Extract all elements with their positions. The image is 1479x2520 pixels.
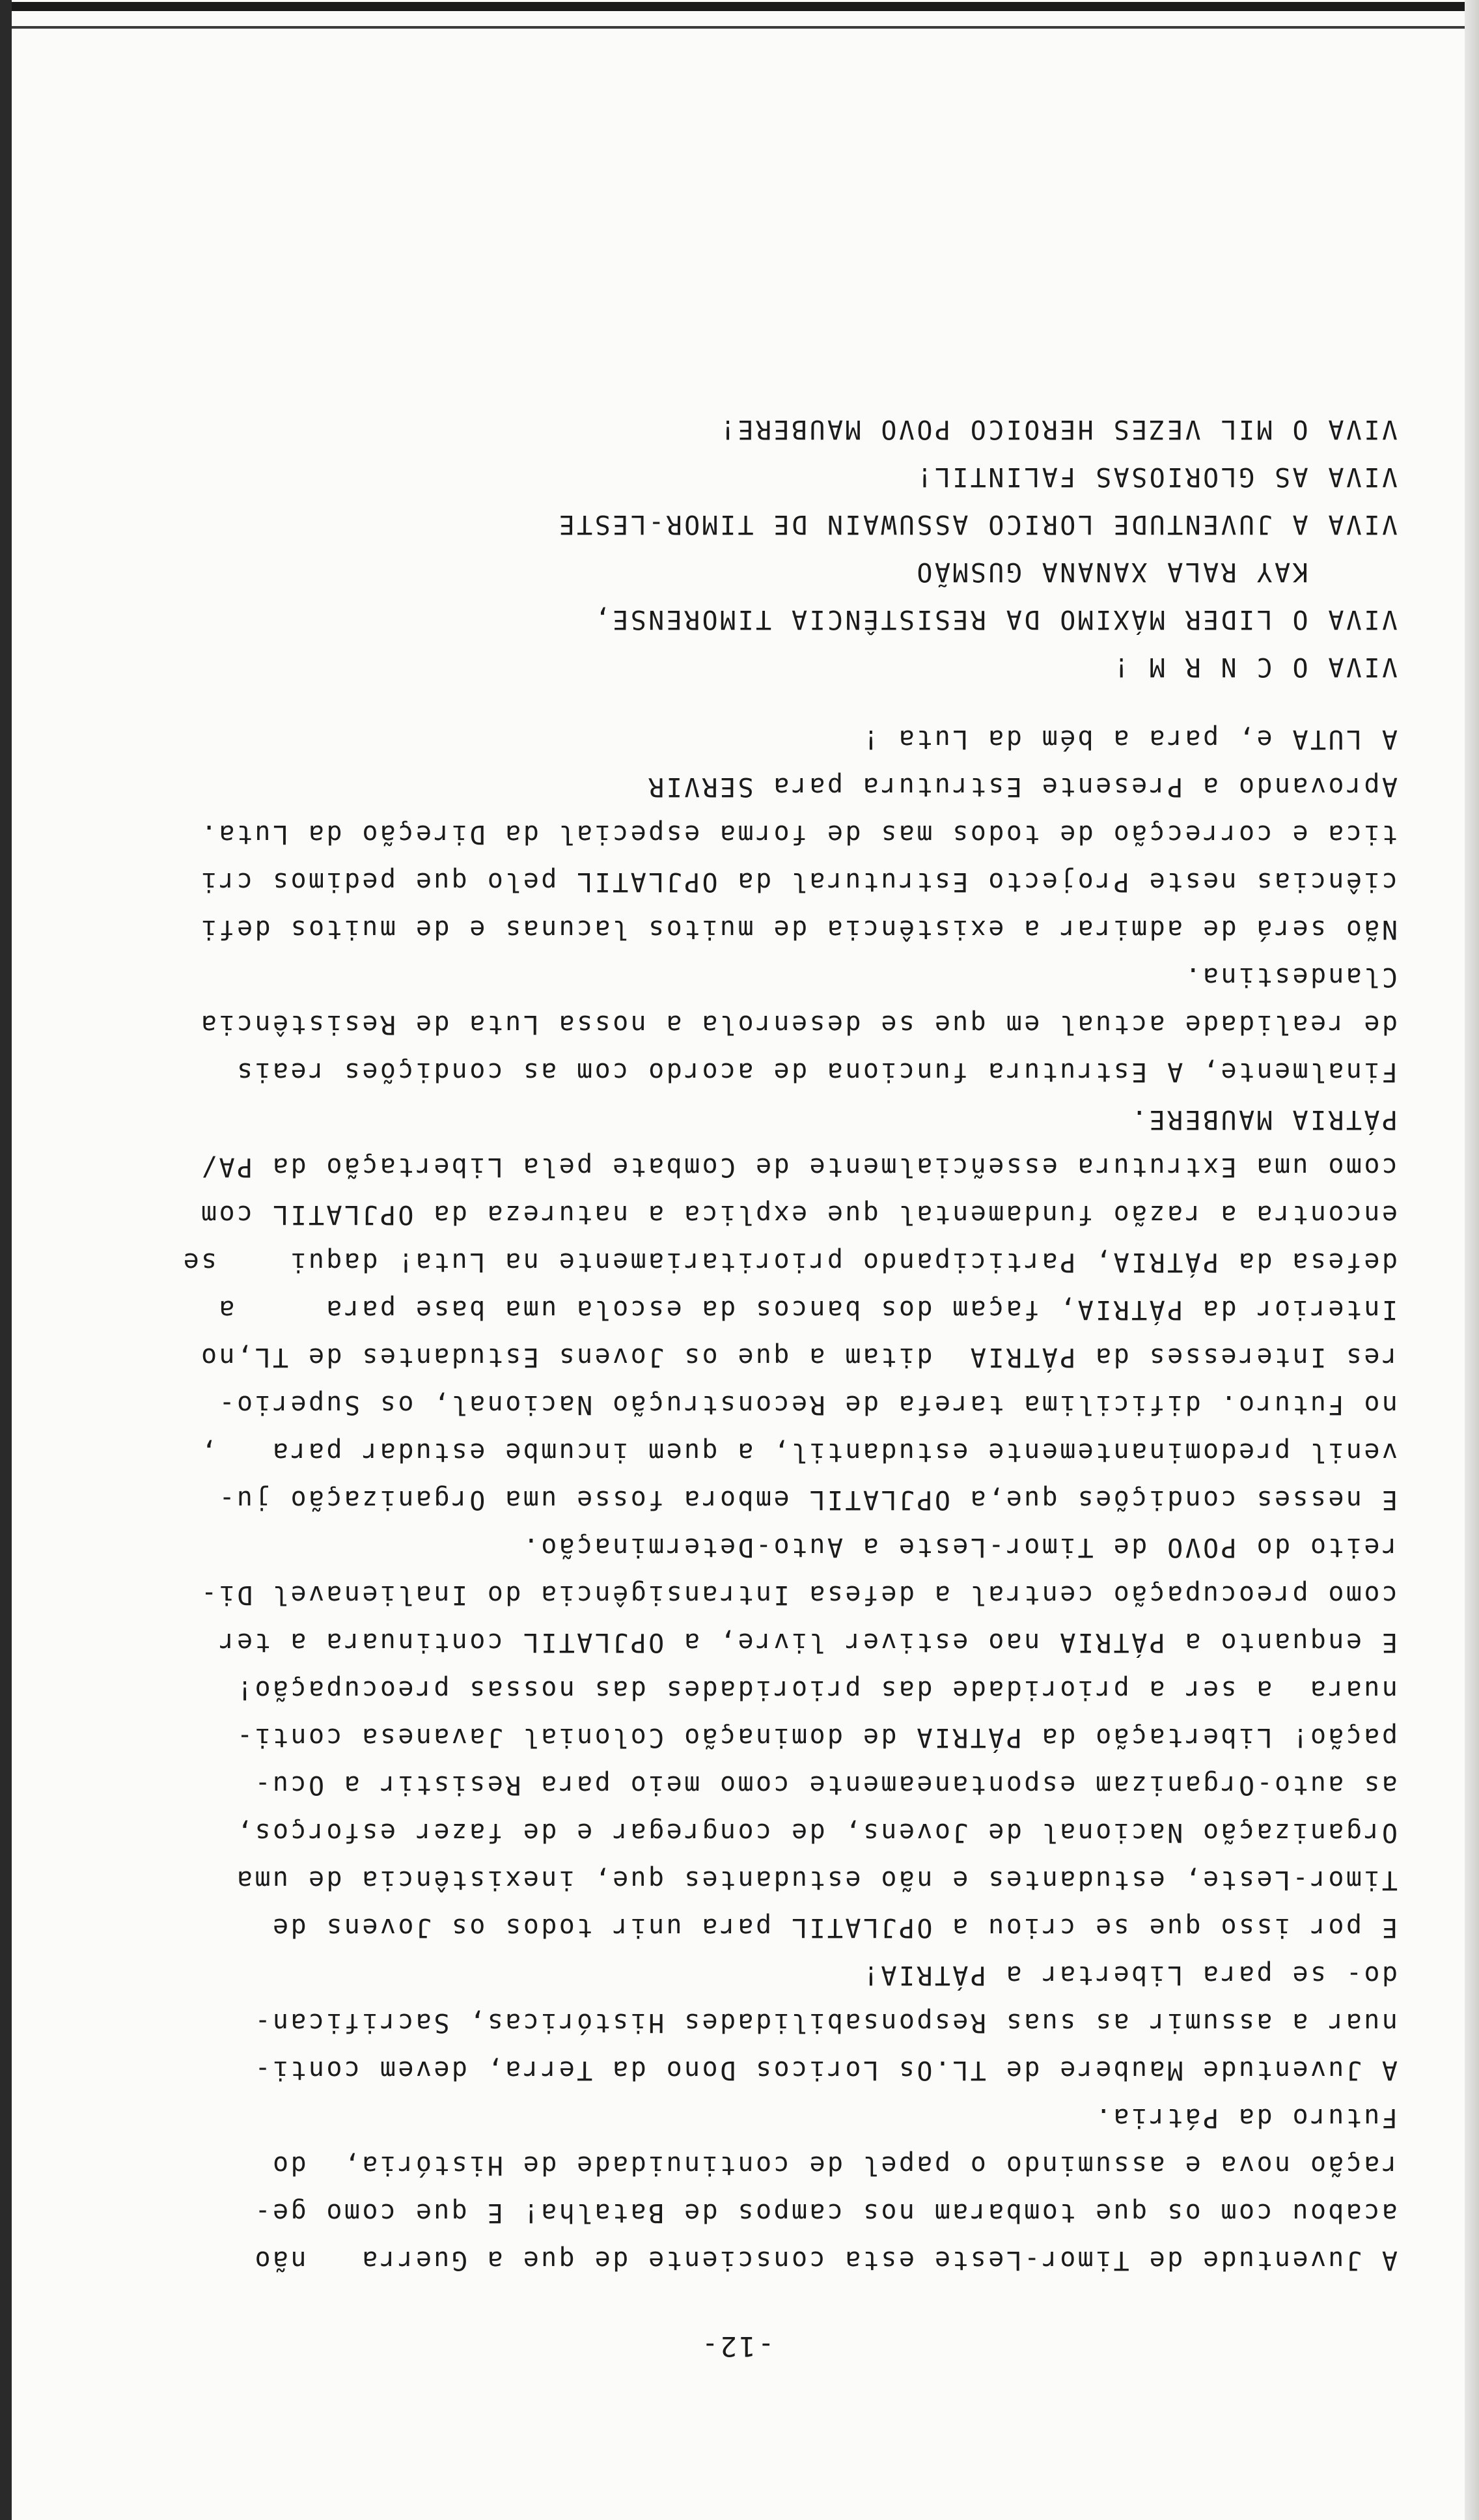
text-line: encontra a razão fundamental que explica a natureza da OPJLATIL com [199,1199,1398,1229]
scan-border-line [0,26,1479,29]
text-line: nuara a ser a prioridade das prioridades das nossas preocupação! [234,1675,1398,1705]
text-line: Timor-Leste, estudantes e não estudantes que, inexistência de uma [234,1865,1398,1895]
text-line: A Juventude Maubere de TL.Os Loricos Dono da Terra, devem conti- [253,2055,1398,2085]
text-line: ciências neste Projecto Estrutural da OPJLATIL pelo que pedimos cri [199,867,1398,897]
text-line: E nesses condições que,a OPJLATIL embora fosse uma Organização ju- [217,1485,1398,1515]
text-line: res Interesses da PÁTRIA ditam a que os Jovens Estudantes de TL,no [199,1342,1398,1372]
text-line: Aprovando a Presente Estrutura para SERVIR [646,772,1398,802]
text-line: ração nova e assumindo o papel de continuidade de História, do [270,2150,1398,2180]
scan-border-top [0,2,1479,11]
text-line: Organização Nacional de Jovens, de congregar e de fazer esforços, [234,1817,1398,1847]
text-line: A LUTA e, para a bém da Luta ! [861,724,1398,754]
text-line: Finalmente, A Estrutura funciona de acordo com as condições reais [234,1057,1398,1087]
closing-slogans [76,405,1398,690]
text-line: as auto-Organizam espontaneamente como meio para Resistir a Ocu- [253,1770,1398,1800]
text-line: PÁTRIA MAUBERE. [1129,1104,1398,1134]
text-line: de realidade actual em que se desenrola a nossa Luta de Resistência [199,1009,1398,1039]
page-number: -12- [699,2331,775,2362]
text-line: venil predominantemente estudantil, a quem incumbe estudar para , [199,1437,1398,1467]
text-line: E por isso que se criou a OPJLATIL para unir todos os Jovens de [270,1912,1398,1942]
scan-edge-left [0,0,12,2520]
text-line: E enquanto a PÁTRIA nao estiver livre, a OPJLATIL continuara a ter [217,1627,1398,1657]
text-line: Interior da PÁTRIA, façam dos bancos da escola uma base para a [217,1295,1398,1324]
text-line: Futuro da Pátria. [1093,2103,1398,2133]
slogan-line: VIVA O MIL VEZES HEROICO POVO MAUBERE! [717,414,1398,444]
text-line: no Futuro. dificilima tarefa de Reconstrução Nacional, os Superio- [217,1390,1398,1420]
text-line: como preocupação central a defesa Intransigência do Inalienavel Di- [199,1580,1398,1610]
text-line: acabou com os que tombaram nos campos de Batalha! E que como ge- [253,2198,1398,2228]
text-line: Clandestina. [1183,962,1398,992]
scan-edge-right [1465,0,1479,2520]
text-line: tica e correcção de todos mas de forma especial da Direção da Luta. [199,819,1398,849]
slogan-line: VIVA A JUVENTUDE LORICO ASSUWAIN DE TIMOR-LESTE [557,509,1398,539]
text-line: reito do POVO de Timor-Leste a Auto-Determinação. [521,1532,1398,1562]
body-text [76,715,1398,2284]
text-line: do- se para Libertar a PÁTRIA! [861,1960,1398,1990]
text-line: defesa da PÁTRIA, Participando prioritariamente na Luta! daqui se [181,1247,1398,1277]
document-text [76,405,1398,2370]
text-line: Não será de admirar a existência de muitos lacunas e de muitos defi [199,914,1398,944]
text-line: nuar a assumir as suas Responsabilidades Históricas, Sacrifican- [253,2008,1398,2037]
slogan-line: KAY RALA XANANA GUSMÃO [914,557,1398,587]
slogan-line: VIVA O C N R M ! [1111,652,1398,682]
slogan-line: VIVA AS GLORIOSAS FALINTIL! [914,462,1398,492]
slogan-line: VIVA O LIDER MÁXIMO DA RESISTÊNCIA TIMORENSE, [592,604,1398,634]
text-line: como uma Extrutura esseñcialmente de Combate pela Libertação da PA/ [199,1152,1398,1182]
text-line: pação! Libertação da PÁTRIA de dominação Colonial Javanesa conti- [234,1722,1398,1752]
text-line: A Juventude de Timor-Leste esta consciente de que a Guerra não [253,2245,1398,2275]
